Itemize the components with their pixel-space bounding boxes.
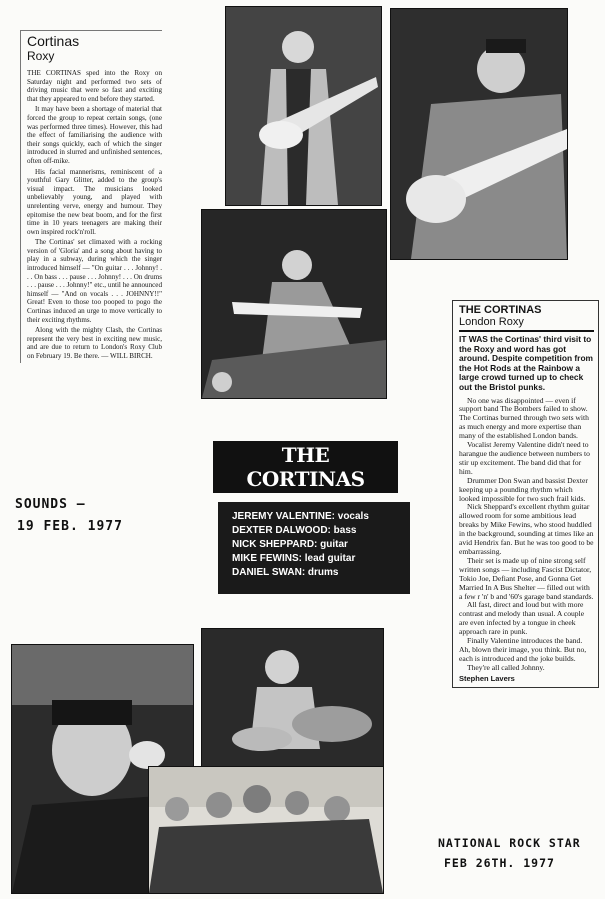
photo-drummer (201, 628, 384, 772)
sounds-paragraph: THE CORTINAS sped into the Roxy on Saturday night and performed two sets of driving music that were so fast and exciting that they appeared to end before they started. (27, 69, 162, 103)
nrs-byline: Stephen Lavers (459, 673, 515, 683)
photo-band-group (148, 766, 384, 894)
photo-guitarist-standing (225, 6, 382, 206)
nrs-paragraph: Nick Sheppard's excellent rhythm guitar allowed room for some ambitious lead breaks by Mike Fewins, who stood huddled in the background, sounding at times like an avid Hendrix fan. But he was too good to be embarrassing. (459, 502, 594, 556)
nrs-paragraph: They're all called Johnny. (467, 662, 545, 672)
show-through-text (170, 48, 179, 87)
nrs-subheading: London Roxy (459, 316, 524, 328)
nrs-source-line1: NATIONAL ROCK STAR (438, 836, 581, 850)
sounds-paragraph: His facial mannerisms, reminiscent of a youthful Gary Glitter, added to the group's visual impact. The musicians looked unbelievably young, and played with unrelenting verve, energy and humour. They epitomise the new beat boom, and for the first time in 10 years teenagers are making their own inspired rock'n'roll. (27, 167, 162, 236)
nrs-paragraph: Their set is made up of nine strong self written songs — including Fascist Dictator, Tokio Joe, Defiant Pose, and Gonna Get Married In A Bus Shelter — filled out with a few r 'n' b and '60's garage band standards. (459, 555, 594, 601)
nrs-body (459, 397, 594, 673)
nrs-review (452, 300, 599, 688)
sounds-source-note (15, 494, 123, 538)
sounds-paragraph: It may have been a shortage of material that forced the group to repeat certain songs, (one was performed three times). However, this had the effect of familiarising the audience with their songs quickly, each of which the singer introduced in slurred and unfinished sentences, often off-mike. (27, 105, 162, 165)
nrs-paragraph: Vocalist Jeremy Valentine didn't need to harangue the audience between numbers to stir up excitement. The band did that for him. (459, 440, 590, 476)
nrs-heading: THE CORTINAS (459, 304, 542, 316)
sounds-source-line2: 19 FEB. 1977 (17, 519, 123, 534)
sounds-review-body (27, 69, 162, 361)
lineup-member: JEREMY VALENTINE: vocals (232, 511, 369, 522)
photo-guitarist-kneeling (201, 209, 387, 399)
sounds-review-heading: Cortinas (27, 33, 80, 49)
lineup-member: DANIEL SWAN: drums (232, 567, 339, 578)
nrs-paragraph: All fast, direct and loud but with more contrast and melody than usual. A couple are even infected by a tongue in cheek approach rare in punk. (459, 600, 585, 637)
nrs-paragraph: Finally Valentine introduces the band. Ah, blown their image, you think. But no, each is introduced and the joke builds. (459, 636, 587, 663)
nrs-source-note (438, 833, 603, 873)
lineup-member: MIKE FEWINS: lead guitar (232, 553, 356, 564)
sounds-paragraph: Along with the mighty Clash, the Cortinas represent the very best in exciting new music, and are due to return to London's Roxy Club on February 19. Be there. — WILL BIRCH. (27, 326, 162, 360)
lineup-member: NICK SHEPPARD: guitar (232, 539, 348, 550)
sounds-paragraph: The Cortinas' set climaxed with a rocking version of 'Gloria' and a song about having to play in a subway, during which the singer introduced himself — "On guitar . . . Johnny! . . . On bass . . . pause . . . Johnny! . . . On drums . . . pause . . . Johnny!" etc., until he announced himself — "And on vocals . . . JOHNNY!!" Great! Even to those too pooped to pogo the Cortinas induced an urge to move vertically to their exciting rhythms. (27, 238, 162, 324)
photo-bassist (390, 8, 568, 260)
sounds-review-subheading: Roxy (27, 49, 55, 63)
nrs-paragraph: No one was disappointed — even if support band The Bombers failed to show. The Cortinas burned through two sets with as much energy and more expertise than many of the established London bands. (459, 395, 589, 441)
nrs-lede: IT WAS the Cortinas' third visit to the Roxy and word has got around. Despite competition from the Hot Rods at the Rainbow a large crowd turned up to check out the Bristol punks. (459, 334, 594, 392)
nrs-source-line2: FEB 26TH. 1977 (444, 856, 555, 870)
sounds-source-line1: SOUNDS — (15, 497, 86, 512)
nrs-paragraph: Drummer Don Swan and bassist Dexter keeping up a pounding rhythm which looked impossible for two such frail kids. (459, 475, 588, 503)
band-name-banner: THE CORTINAS (213, 441, 398, 493)
sounds-review (20, 30, 162, 363)
lineup-member: DEXTER DALWOOD: bass (232, 525, 357, 536)
band-lineup (218, 502, 410, 594)
